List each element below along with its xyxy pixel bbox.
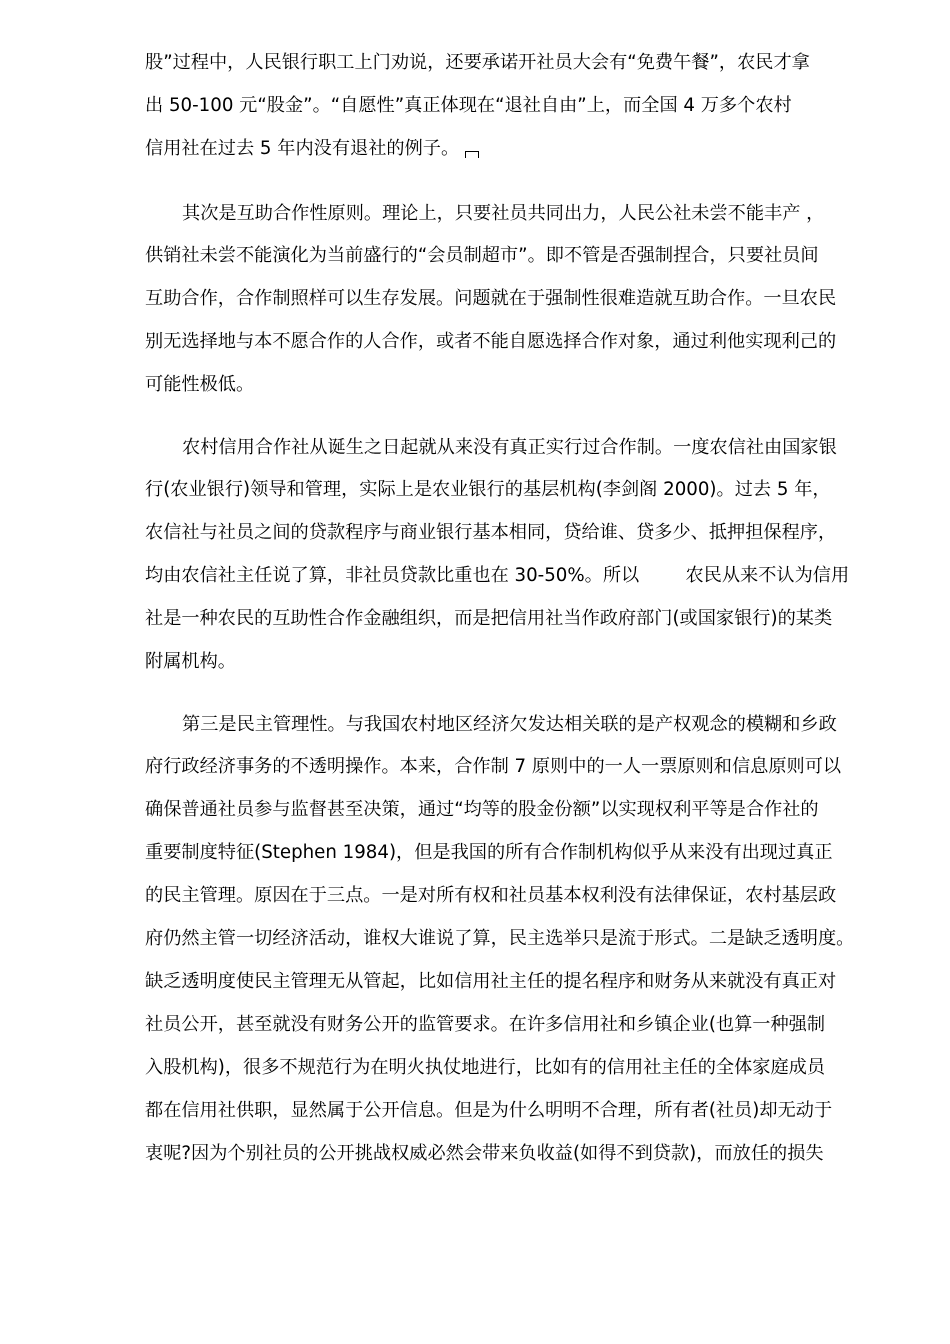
text-line: 确保普通社员参与监督甚至决策，通过“均等的股金份额”以实现权利平等是合作社的	[145, 799, 819, 820]
text-line: 社是一种农民的互助性合作金融组织，而是把信用社当作政府部门(或国家银行)的某类	[145, 608, 833, 629]
text-line: 重要制度特征(Stephen 1984)，但是我国的所有合作制机构似乎从来没有出现过真正	[145, 842, 833, 863]
text-line: 社员公开，甚至就没有财务公开的监管要求。在许多信用社和乡镇企业(也算一种强制	[145, 1014, 826, 1035]
text-line: 股”过程中，人民银行职工上门劝说，还要承诺开社员大会有“免费午餐”，农民才拿	[145, 52, 810, 73]
text-line-content: 信用社在过去 5 年内没有退社的例子。	[145, 138, 460, 159]
text-line: 可能性极低。	[145, 374, 255, 395]
text-line: 出 50-100 元“股金”。“自愿性”真正体现在“退社自由”上，而全国 4 万多个农村	[145, 95, 792, 116]
text-line: 行(农业银行)领导和管理，实际上是农业银行的基层机构(李剑阁 2000)。过去 5 年，	[145, 479, 831, 500]
text-line: 府行政经济事务的不透明操作。本来，合作制 7 原则中的一人一票原则和信息原则可以	[145, 756, 842, 777]
text-line: 的民主管理。原因在于三点。一是对所有权和社员基本权利没有法律保证，农村基层政	[145, 885, 837, 906]
text-line: 别无选择地与本不愿合作的人合作，或者不能自愿选择合作对象，通过利他实现利己的	[145, 331, 837, 352]
text-line: 府仍然主管一切经济活动，谁权大谁说了算，民主选举只是流于形式。二是缺乏透明度。	[145, 928, 855, 949]
text-line: 均由农信社主任说了算，非社员贷款比重也在 30-50%。所以 农民从来不认为信用	[145, 565, 850, 586]
text-line: 农信社与社员之间的贷款程序与商业银行基本相同，贷给谁、贷多少、抵押担保程序，	[145, 522, 837, 543]
text-line: 附属机构。	[145, 651, 236, 672]
text-line: 都在信用社供职，显然属于公开信息。但是为什么明明不合理，所有者(社员)却无动于	[145, 1100, 833, 1121]
text-line: 其次是互助合作性原则。理论上，只要社员共同出力，人民公社未尝不能丰产 ，	[182, 203, 825, 224]
text-line	[145, 137, 479, 161]
text-line: 农村信用合作社从诞生之日起就从来没有真正实行过合作制。一度农信社由国家银	[182, 437, 837, 458]
text-line: 第三是民主管理性。与我国农村地区经济欠发达相关联的是产权观念的模糊和乡政	[182, 714, 837, 735]
text-line: 互助合作，合作制照样可以生存发展。问题就在于强制性很难造就互助合作。一旦农民	[145, 288, 837, 309]
footnote-marker-icon	[465, 151, 479, 158]
text-line: 入股机构)，很多不规范行为在明火执仗地进行，比如有的信用社主任的全体家庭成员	[145, 1057, 826, 1078]
text-line: 缺乏透明度使民主管理无从管起，比如信用社主任的提名程序和财务从来就没有真正对	[145, 971, 837, 992]
text-line: 供销社未尝不能演化为当前盛行的“会员制超市”。即不管是否强制捏合，只要社员间	[145, 245, 819, 266]
text-line: 衷呢?因为个别社员的公开挑战权威必然会带来负收益(如得不到贷款)，而放任的损失	[145, 1143, 824, 1164]
